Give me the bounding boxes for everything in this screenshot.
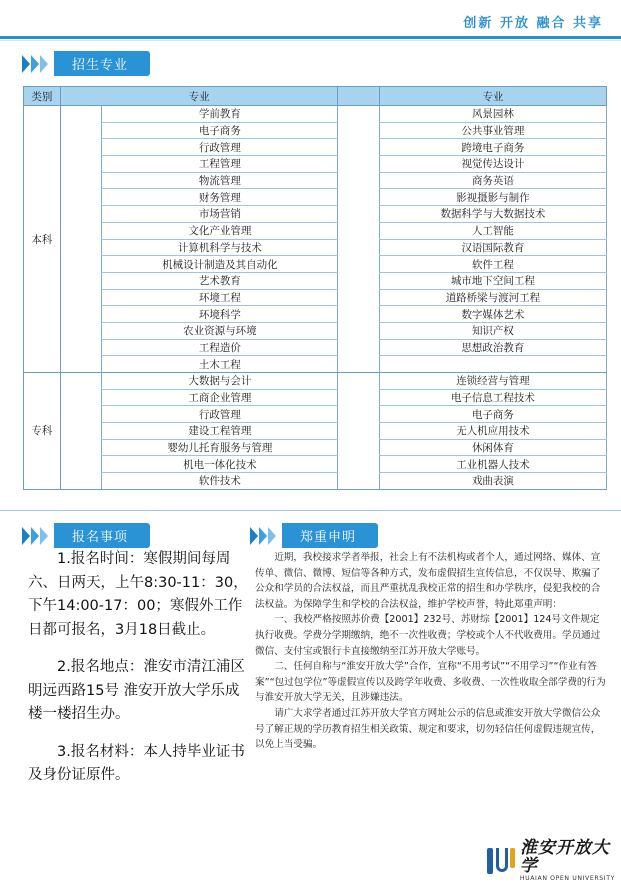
cell-spacer bbox=[338, 306, 379, 323]
cell-spacer bbox=[338, 389, 379, 406]
chevron-arrows-icon bbox=[250, 527, 276, 545]
major-cell-right: 休闲体育 bbox=[379, 439, 606, 456]
table-row bbox=[24, 373, 607, 390]
table-row bbox=[24, 139, 607, 156]
majors-table bbox=[23, 86, 607, 490]
cell-spacer bbox=[338, 106, 379, 123]
major-cell-left: 物流管理 bbox=[102, 172, 338, 189]
major-cell-left: 机械设计制造及其自动化 bbox=[102, 256, 338, 273]
university-logo bbox=[484, 839, 621, 882]
cell-spacer bbox=[60, 389, 101, 406]
major-cell-right: 数字媒体艺术 bbox=[379, 306, 606, 323]
section-title-declaration: 郑重申明 bbox=[282, 523, 378, 548]
major-cell-left: 建设工程管理 bbox=[102, 423, 338, 440]
table-row bbox=[24, 122, 607, 139]
cell-spacer bbox=[338, 272, 379, 289]
registration-info bbox=[28, 548, 250, 802]
table-row bbox=[24, 172, 607, 189]
major-cell-left: 行政管理 bbox=[102, 406, 338, 423]
cell-spacer bbox=[60, 222, 101, 239]
chevron-arrows-icon bbox=[22, 55, 48, 73]
category-cell: 本科 bbox=[24, 106, 61, 373]
cell-spacer bbox=[60, 189, 101, 206]
table-row bbox=[24, 389, 607, 406]
major-cell-right: 思想政治教育 bbox=[379, 339, 606, 356]
header-major-left: 专业 bbox=[60, 87, 338, 106]
category-cell: 专科 bbox=[24, 373, 61, 490]
cell-spacer bbox=[338, 222, 379, 239]
cell-spacer bbox=[60, 373, 101, 390]
table-row bbox=[24, 406, 607, 423]
major-cell-left: 市场营销 bbox=[102, 206, 338, 223]
table-row bbox=[24, 106, 607, 123]
cell-spacer bbox=[338, 373, 379, 390]
cell-spacer bbox=[338, 439, 379, 456]
cell-spacer bbox=[60, 456, 101, 473]
major-cell-left: 环境工程 bbox=[102, 289, 338, 306]
cell-spacer bbox=[338, 322, 379, 339]
table-row bbox=[24, 256, 607, 273]
major-cell-left: 婴幼儿托育服务与管理 bbox=[102, 439, 338, 456]
table-row bbox=[24, 206, 607, 223]
cell-spacer bbox=[338, 406, 379, 423]
major-cell-left: 行政管理 bbox=[102, 139, 338, 156]
major-cell-right: 无人机应用技术 bbox=[379, 423, 606, 440]
cell-spacer bbox=[338, 339, 379, 356]
major-cell-right: 电子商务 bbox=[379, 406, 606, 423]
slogan: 创新 开放 融合 共享 bbox=[463, 16, 603, 31]
majors-table-header-row bbox=[24, 87, 607, 106]
table-row bbox=[24, 456, 607, 473]
major-cell-left: 土木工程 bbox=[102, 356, 338, 373]
table-row bbox=[24, 473, 607, 490]
major-cell-right: 电子信息工程技术 bbox=[379, 389, 606, 406]
logo-name-en: HUAIAN OPEN UNIVERSITY bbox=[519, 875, 615, 882]
table-row bbox=[24, 423, 607, 440]
major-cell-left: 艺术教育 bbox=[102, 272, 338, 289]
cell-spacer bbox=[338, 139, 379, 156]
cell-spacer bbox=[60, 473, 101, 490]
section-title-majors: 招生专业 bbox=[54, 51, 150, 76]
cell-spacer bbox=[60, 339, 101, 356]
major-cell-right: 工业机器人技术 bbox=[379, 456, 606, 473]
major-cell-right: 视觉传达设计 bbox=[379, 156, 606, 173]
major-cell-left: 文化产业管理 bbox=[102, 222, 338, 239]
cell-spacer bbox=[60, 156, 101, 173]
cell-spacer bbox=[338, 473, 379, 490]
cell-spacer bbox=[60, 439, 101, 456]
cell-spacer bbox=[338, 156, 379, 173]
section-title-registration: 报名事项 bbox=[54, 523, 150, 548]
table-row bbox=[24, 306, 607, 323]
registration-materials: 3.报名材料：本人持毕业证书及身份证原件。 bbox=[28, 743, 245, 783]
table-row bbox=[24, 272, 607, 289]
chevron-arrows-icon bbox=[22, 527, 48, 545]
cell-spacer bbox=[60, 289, 101, 306]
major-cell-right bbox=[379, 356, 606, 373]
cell-spacer bbox=[338, 456, 379, 473]
section-header-majors bbox=[22, 51, 150, 76]
major-cell-left: 工商企业管理 bbox=[102, 389, 338, 406]
cell-spacer bbox=[60, 239, 101, 256]
cell-spacer bbox=[60, 106, 101, 123]
cell-spacer bbox=[338, 356, 379, 373]
cell-spacer bbox=[60, 356, 101, 373]
cell-spacer bbox=[338, 423, 379, 440]
major-cell-left: 工程造价 bbox=[102, 339, 338, 356]
table-row bbox=[24, 189, 607, 206]
major-cell-right: 软件工程 bbox=[379, 256, 606, 273]
major-cell-right: 跨境电子商务 bbox=[379, 139, 606, 156]
cell-spacer bbox=[338, 289, 379, 306]
major-cell-left: 财务管理 bbox=[102, 189, 338, 206]
major-cell-left: 大数据与会计 bbox=[102, 373, 338, 390]
major-cell-right: 风景园林 bbox=[379, 106, 606, 123]
logo-name-cn: 淮安开放大学 bbox=[519, 838, 610, 876]
cell-spacer bbox=[60, 172, 101, 189]
section-divider bbox=[0, 510, 621, 511]
header-category: 类别 bbox=[24, 87, 61, 106]
cell-spacer bbox=[60, 122, 101, 139]
major-cell-right: 汉语国际教育 bbox=[379, 239, 606, 256]
cell-spacer bbox=[338, 256, 379, 273]
major-cell-right: 人工智能 bbox=[379, 222, 606, 239]
major-cell-right: 连锁经营与管理 bbox=[379, 373, 606, 390]
table-row bbox=[24, 156, 607, 173]
cell-spacer bbox=[338, 239, 379, 256]
major-cell-left: 环境科学 bbox=[102, 306, 338, 323]
major-cell-left: 软件技术 bbox=[102, 473, 338, 490]
major-cell-right: 数据科学与大数据技术 bbox=[379, 206, 606, 223]
major-cell-right: 戏曲表演 bbox=[379, 473, 606, 490]
table-row bbox=[24, 356, 607, 373]
logo-mark-icon bbox=[484, 844, 516, 878]
major-cell-right: 公共事业管理 bbox=[379, 122, 606, 139]
major-cell-left: 电子商务 bbox=[102, 122, 338, 139]
table-row bbox=[24, 239, 607, 256]
cell-spacer bbox=[60, 322, 101, 339]
registration-location: 2.报名地点：淮安市清江浦区明远西路15号 淮安开放大学乐成楼一楼招生办。 bbox=[28, 659, 245, 722]
cell-spacer bbox=[60, 272, 101, 289]
section-header-declaration bbox=[250, 523, 378, 548]
registration-time: 1.报名时间：寒假期间每周六、日两天，上午8:30-11：30，下午14:00-17：00；寒假外工作日都可报名，3月18日截止。 bbox=[28, 551, 248, 638]
table-row bbox=[24, 289, 607, 306]
section-header-registration bbox=[22, 523, 150, 548]
major-cell-left: 计算机科学与技术 bbox=[102, 239, 338, 256]
cell-spacer bbox=[338, 206, 379, 223]
declaration-intro: 近期，我校接求学者举报，社会上有不法机构或者个人，通过网络、媒体、宣传单、微信、微博、短信等各种方式，发布虚假招生宣传信息，不仅误导、欺骗了公众和学员的合法权益，而且严重扰乱我校正常的招生和办学秩序，侵犯我校的合法权益。为保障学生和学校的合法权益，维护学校声誉，特此郑重声明： bbox=[255, 552, 601, 610]
major-cell-right: 知识产权 bbox=[379, 322, 606, 339]
table-row bbox=[24, 439, 607, 456]
header-major-right: 专业 bbox=[379, 87, 606, 106]
cell-spacer bbox=[60, 206, 101, 223]
header-rule-thin bbox=[0, 40, 621, 41]
declaration-item-2: 二、任何自称与“淮安开放大学”合作，宣称“不用考试”“不用学习”“作业有答案”“包过包学位”等虚假宣传以及跨学年收费、多收费、一次性收取全部学费的行为与淮安开放大学无关，且涉嫌违法。 bbox=[255, 661, 606, 704]
declaration-text bbox=[255, 550, 608, 753]
major-cell-right: 城市地下空间工程 bbox=[379, 272, 606, 289]
declaration-closing: 请广大求学者通过江苏开放大学官方网址公示的信息或淮安开放大学微信公众号了解正规的学历教育招生相关政策、规定和要求，切勿轻信任何虚假违规宣传，以免上当受骗。 bbox=[255, 707, 601, 751]
major-cell-left: 农业资源与环境 bbox=[102, 322, 338, 339]
cell-spacer bbox=[338, 172, 379, 189]
major-cell-right: 影视摄影与制作 bbox=[379, 189, 606, 206]
table-row bbox=[24, 339, 607, 356]
major-cell-left: 工程管理 bbox=[102, 156, 338, 173]
cell-spacer bbox=[338, 122, 379, 139]
table-row bbox=[24, 222, 607, 239]
major-cell-left: 机电一体化技术 bbox=[102, 456, 338, 473]
cell-spacer bbox=[60, 423, 101, 440]
cell-spacer bbox=[60, 256, 101, 273]
major-cell-left: 学前教育 bbox=[102, 106, 338, 123]
table-row bbox=[24, 322, 607, 339]
header-gap bbox=[338, 87, 379, 106]
major-cell-right: 商务英语 bbox=[379, 172, 606, 189]
cell-spacer bbox=[338, 189, 379, 206]
cell-spacer bbox=[60, 406, 101, 423]
cell-spacer bbox=[60, 306, 101, 323]
header-rule bbox=[0, 36, 621, 39]
declaration-item-1: 一、我校严格按照苏价费【2001】232号、苏财综【2001】124号文件规定执行收费。学费分学期缴纳，绝不一次性收费；学校或个人不代收费用。学员通过微信、支付宝或银行卡直接缴纳至江苏开放大学账号。 bbox=[255, 614, 601, 657]
cell-spacer bbox=[60, 139, 101, 156]
major-cell-right: 道路桥梁与渡河工程 bbox=[379, 289, 606, 306]
